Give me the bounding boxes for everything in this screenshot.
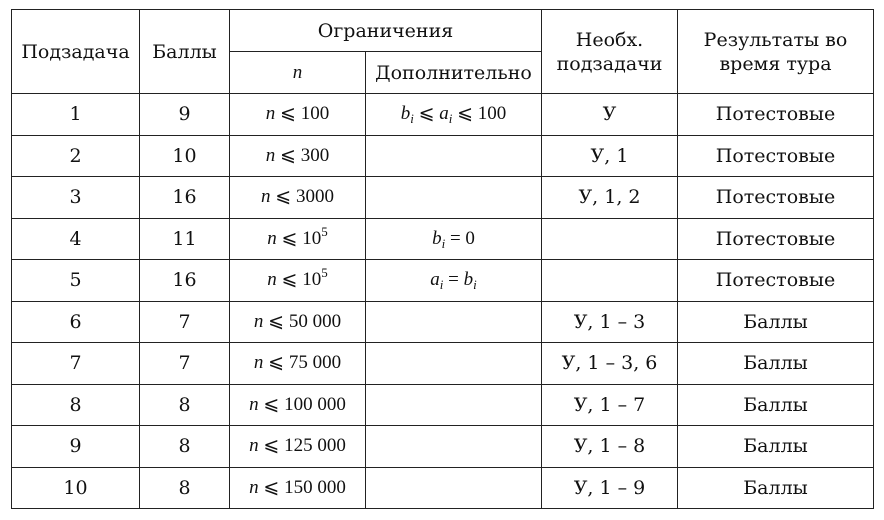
subtask-cell: 10 [12, 467, 140, 509]
header-subtask: Подзадача [12, 10, 140, 94]
header-constraints: Ограничения [230, 10, 542, 52]
table-row [12, 301, 874, 343]
n-constraint-cell: n ⩽ 300 [230, 135, 366, 177]
required-subtasks-cell: У, 1 – 3, 6 [542, 343, 678, 385]
extra-constraint-cell: $a_i = b_i$ [366, 260, 542, 302]
table-row [12, 218, 874, 260]
subtask-cell: 4 [12, 218, 140, 260]
result-type-cell: Баллы [678, 343, 874, 385]
result-type-cell: Баллы [678, 301, 874, 343]
points-cell: 11 [140, 218, 230, 260]
header-results: Результаты во время тура [678, 10, 874, 94]
table-row [12, 384, 874, 426]
n-constraint-cell: n ⩽ $10^5$ [230, 218, 366, 260]
table-row [12, 426, 874, 468]
result-type-cell: Баллы [678, 426, 874, 468]
required-subtasks-cell: У, 1 – 7 [542, 384, 678, 426]
extra-constraint-cell [366, 384, 542, 426]
n-constraint-cell: n ⩽ 3000 [230, 177, 366, 219]
n-constraint-cell: n ⩽ 100 000 [230, 384, 366, 426]
n-constraint-cell: n ⩽ 150 000 [230, 467, 366, 509]
required-subtasks-cell: У, 1, 2 [542, 177, 678, 219]
n-constraint-cell: n ⩽ 100 [230, 94, 366, 136]
header-additional: Дополнительно [366, 52, 542, 94]
points-cell: 9 [140, 94, 230, 136]
extra-constraint-cell [366, 177, 542, 219]
result-type-cell: Баллы [678, 384, 874, 426]
extra-constraint-cell [366, 467, 542, 509]
table-row [12, 343, 874, 385]
points-cell: 7 [140, 343, 230, 385]
header-required: Необх. подзадачи [542, 10, 678, 94]
n-constraint-cell: n ⩽ 75 000 [230, 343, 366, 385]
header-points: Баллы [140, 10, 230, 94]
required-subtasks-cell: У [542, 94, 678, 136]
table-row [12, 260, 874, 302]
subtask-cell: 9 [12, 426, 140, 468]
extra-constraint-cell [366, 135, 542, 177]
extra-constraint-cell [366, 301, 542, 343]
required-subtasks-cell: У, 1 – 9 [542, 467, 678, 509]
n-constraint-cell: n ⩽ 50 000 [230, 301, 366, 343]
n-constraint-cell: n ⩽ 125 000 [230, 426, 366, 468]
points-cell: 8 [140, 384, 230, 426]
result-type-cell: Потестовые [678, 177, 874, 219]
subtask-cell: 2 [12, 135, 140, 177]
extra-constraint-cell: $b_i$ ⩽ $a_i$ ⩽ 100 [366, 94, 542, 136]
header-row [12, 10, 874, 52]
result-type-cell: Потестовые [678, 260, 874, 302]
required-subtasks-cell: У, 1 [542, 135, 678, 177]
result-type-cell: Потестовые [678, 135, 874, 177]
subtask-cell: 7 [12, 343, 140, 385]
subtask-cell: 5 [12, 260, 140, 302]
subtask-cell: 8 [12, 384, 140, 426]
subtasks-table [11, 9, 874, 509]
points-cell: 7 [140, 301, 230, 343]
table-row [12, 467, 874, 509]
required-subtasks-cell [542, 260, 678, 302]
subtask-cell: 1 [12, 94, 140, 136]
points-cell: 16 [140, 177, 230, 219]
result-type-cell: Баллы [678, 467, 874, 509]
result-type-cell: Потестовые [678, 218, 874, 260]
subtask-cell: 3 [12, 177, 140, 219]
extra-constraint-cell [366, 426, 542, 468]
points-cell: 16 [140, 260, 230, 302]
points-cell: 8 [140, 467, 230, 509]
points-cell: 8 [140, 426, 230, 468]
extra-constraint-cell: $b_i = 0$ [366, 218, 542, 260]
points-cell: 10 [140, 135, 230, 177]
required-subtasks-cell: У, 1 – 8 [542, 426, 678, 468]
extra-constraint-cell [366, 343, 542, 385]
n-constraint-cell: n ⩽ $10^5$ [230, 260, 366, 302]
table-row [12, 135, 874, 177]
table-row [12, 94, 874, 136]
header-n: n [230, 52, 366, 94]
required-subtasks-cell: У, 1 – 3 [542, 301, 678, 343]
subtask-cell: 6 [12, 301, 140, 343]
table-row [12, 177, 874, 219]
required-subtasks-cell [542, 218, 678, 260]
result-type-cell: Потестовые [678, 94, 874, 136]
